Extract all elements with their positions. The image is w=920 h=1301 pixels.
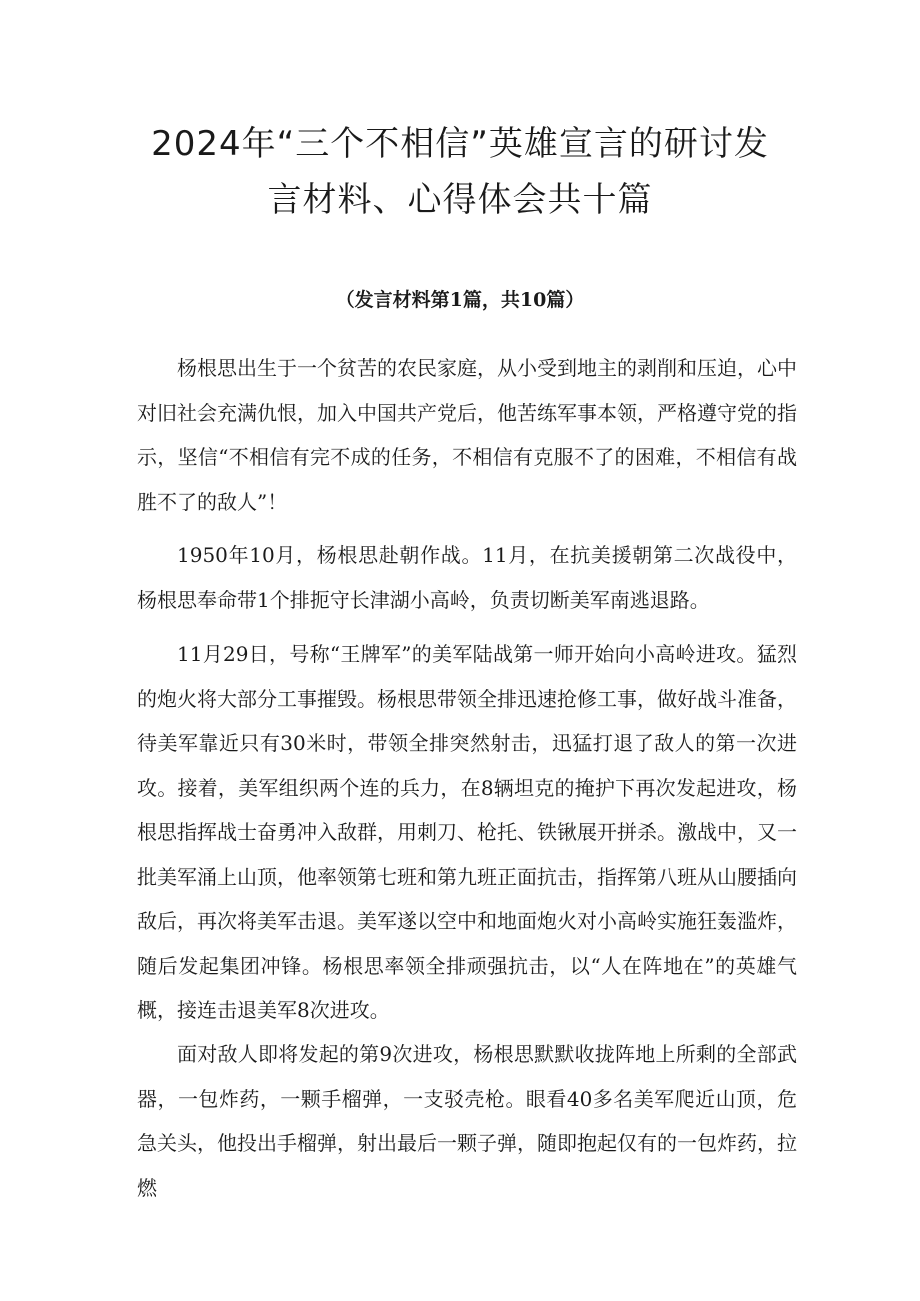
section-label: （发言材料第1篇，共10篇） [335, 289, 585, 311]
document-title-line-1: 2024年“三个不相信”英雄宣言的研讨发 [151, 124, 769, 164]
paragraph-4 [137, 1032, 797, 1210]
paragraph-1 [137, 346, 797, 524]
paragraph-3 [137, 632, 797, 1033]
paragraph-2 [137, 533, 797, 622]
document-title [120, 116, 800, 228]
document-title-line-2: 言材料、心得体会共十篇 [267, 180, 653, 220]
paragraph-text: 杨根思出生于一个贫苦的农民家庭，从小受到地主的剥削和压迫，心中对旧社会充满仇恨，加入中国共产党后，他苦练军事本领，严格遵守党的指示，坚信“不相信有完不成的任务，不相信有克服不了的困难，不相信有战胜不了的敌人”！ [137, 356, 797, 514]
paragraph-text: 11月29日，号称“王牌军”的美军陆战第一师开始向小高岭进攻。猛烈的炮火将大部分工事摧毁。杨根思带领全排迅速抢修工事，做好战斗准备，待美军靠近只有30米时，带领全排突然射击，迅猛打退了敌人的第一次进攻。接着，美军组织两个连的兵力，在8辆坦克的掩护下再次发起进攻，杨根思指挥战士奋勇冲入敌群，用刺刀、枪托、铁锹展开拼杀。激战中，又一批美军涌上山顶，他率领第七班和第九班正面抗击，指挥第八班从山腰插向敌后，再次将美军击退。美军遂以空中和地面炮火对小高岭实施狂轰滥炸，随后发起集团冲锋。杨根思率领全排顽强抗击，以“人在阵地在”的英雄气概，接连击退美军8次进攻。 [137, 642, 797, 1022]
paragraph-text: 面对敌人即将发起的第9次进攻，杨根思默默收拢阵地上所剩的全部武器，一包炸药，一颗手榴弹，一支驳壳枪。眼看40多名美军爬近山顶，危急关头，他投出手榴弹，射出最后一颗子弹，随即抱起仅有的一包炸药，拉燃 [137, 1042, 797, 1200]
paragraph-text: 1950年10月，杨根思赴朝作战。11月，在抗美援朝第二次战役中，杨根思奉命带1个排扼守长津湖小高岭，负责切断美军南逃退路。 [137, 543, 797, 612]
